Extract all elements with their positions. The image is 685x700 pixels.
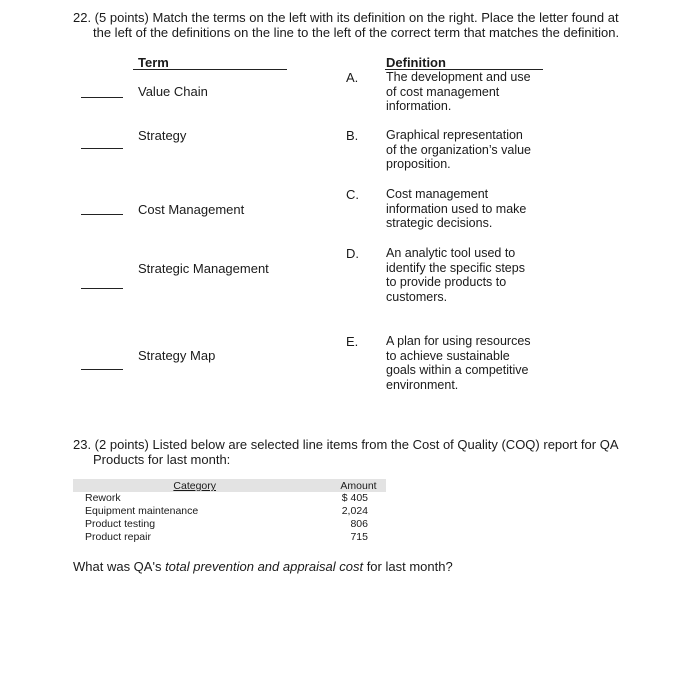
q23-line2: Products for last month: (93, 452, 231, 467)
q22-line1: 22. (5 points) Match the terms on the left with its definition on the right. Place the letter found at (73, 10, 619, 25)
definition-d (386, 246, 546, 304)
row-category: Product testing (85, 518, 156, 530)
definition-d-line: identify the specific steps (386, 260, 525, 275)
definition-d-line: to provide products to (386, 275, 507, 289)
question-prefix: What was QA's (73, 559, 166, 574)
definition-letter-b: B. (346, 128, 359, 143)
table-row (73, 505, 386, 518)
table-row (73, 518, 386, 531)
q23-question (73, 559, 453, 574)
table-row (73, 492, 386, 505)
definition-a-line: of cost management (386, 84, 500, 99)
coq-table (73, 479, 386, 544)
definition-letter-c: C. (346, 187, 359, 202)
amount-header: Amount (340, 480, 377, 492)
definition-letter-d: D. (346, 246, 359, 261)
row-category: Rework (85, 492, 121, 504)
answer-blank-2[interactable] (81, 148, 123, 149)
category-header: Category (173, 480, 216, 492)
definition-letter-a: A. (346, 70, 359, 85)
q22-line2: the left of the definitions on the line to the left of the correct term that matches the definition. (93, 25, 620, 40)
answer-blank-4[interactable] (81, 288, 123, 289)
row-amount: 806 (350, 518, 368, 530)
definition-c-line: Cost management (386, 187, 489, 201)
question-italic: total prevention and appraisal cost (165, 559, 364, 574)
definition-e (386, 334, 546, 392)
table-row (73, 531, 386, 544)
definition-b-line: of the organization’s value (386, 142, 532, 157)
header-spacer (216, 479, 331, 492)
term-value-chain: Value Chain (138, 84, 208, 99)
definition-header: Definition (386, 55, 446, 70)
definition-e-line: environment. (386, 377, 459, 392)
definition-c-line: strategic decisions. (386, 216, 493, 230)
answer-blank-3[interactable] (81, 214, 123, 215)
term-strategy-map: Strategy Map (138, 348, 216, 363)
definition-c-line: information used to make (386, 201, 527, 216)
definition-letter-e: E. (346, 334, 359, 349)
definition-b-line: proposition. (386, 157, 451, 171)
coq-table-header-row (73, 479, 386, 492)
definition-c (386, 187, 546, 231)
answer-blank-5[interactable] (81, 369, 123, 370)
row-category: Equipment maintenance (85, 505, 199, 517)
definition-e-line: A plan for using resources (386, 334, 531, 348)
row-amount: $ 405 (341, 492, 368, 504)
term-strategy: Strategy (138, 128, 187, 143)
answer-blank-1[interactable] (81, 97, 123, 98)
definition-b-line: Graphical representation (386, 128, 523, 142)
definition-a (386, 70, 546, 114)
definition-a-line: information. (386, 99, 452, 113)
definition-d-line: An analytic tool used to (386, 246, 516, 260)
definition-a-line: The development and use (386, 70, 531, 84)
q23-line1: 23. (2 points) Listed below are selected line items from the Cost of Quality (COQ) report for QA (73, 437, 619, 452)
definition-e-line: to achieve sustainable (386, 348, 510, 363)
term-cost-management: Cost Management (138, 202, 245, 217)
definition-d-line: customers. (386, 289, 448, 304)
term-strategic-management: Strategic Management (138, 261, 269, 276)
definition-b (386, 128, 546, 172)
row-amount: 715 (350, 531, 368, 543)
row-amount: 2,024 (341, 505, 368, 517)
row-category: Product repair (85, 531, 151, 543)
definition-e-line: goals within a competitive (386, 363, 529, 377)
question-suffix: for last month? (363, 559, 453, 574)
term-header: Term (138, 55, 169, 70)
term-header-rule (133, 69, 287, 70)
